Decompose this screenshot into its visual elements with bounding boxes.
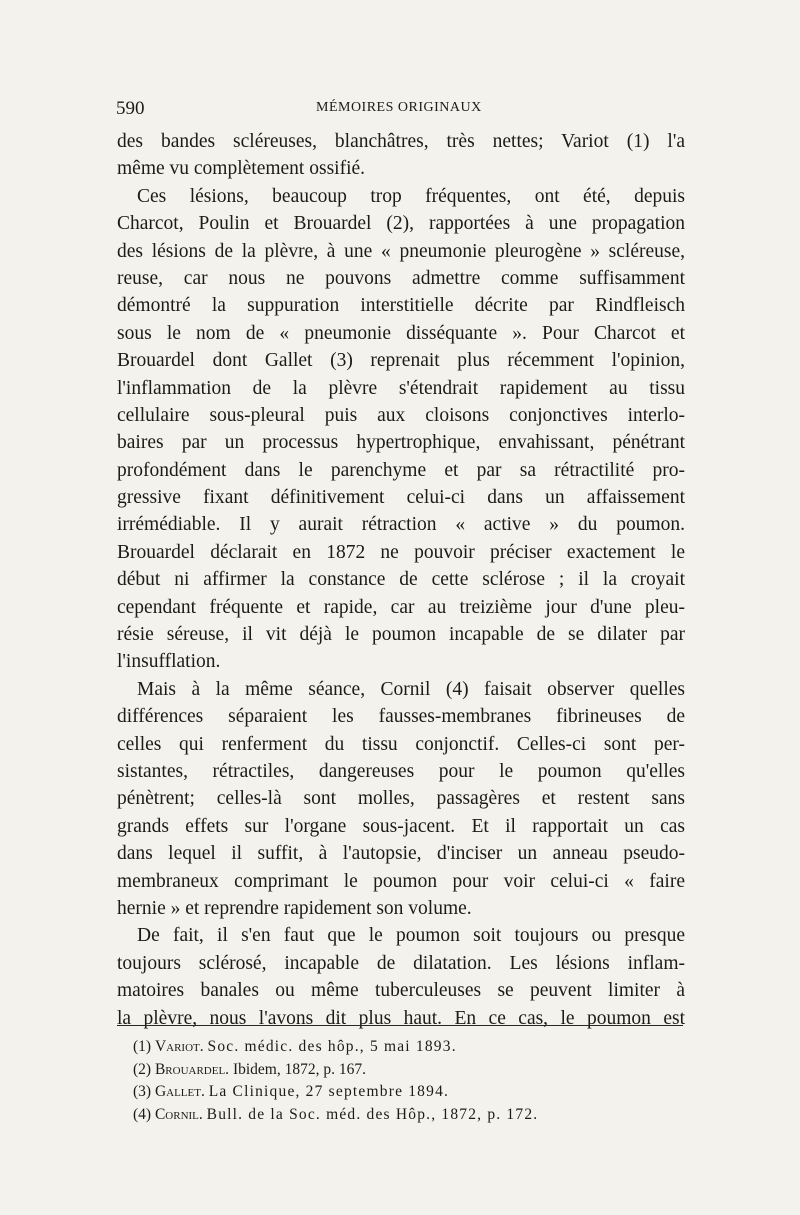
text-line: toujours sclérosé, incapable de dilatation. Les lésions inflam- bbox=[117, 952, 685, 974]
footnote-text: Soc. médic. des hôp., 5 mai 1893. bbox=[207, 1038, 457, 1055]
running-head bbox=[116, 98, 696, 126]
running-title: MÉMOIRES ORIGINAUX bbox=[316, 100, 482, 115]
text-line: sous le nom de « pneumonie disséquante ». Pour Charcot et bbox=[117, 322, 685, 344]
footnote-text: La Clinique, 27 septembre 1894. bbox=[208, 1083, 450, 1100]
text-line: début ni affirmer la constance de cette sclérose ; il la croyait bbox=[117, 569, 685, 591]
text-line: Ces lésions, beaucoup trop fréquentes, ont été, depuis bbox=[137, 185, 685, 207]
text-line: reuse, car nous ne pouvons admettre comme suffisamment bbox=[117, 267, 685, 289]
text-line: dans lequel il suffit, à l'autopsie, d'inciser un anneau pseudo- bbox=[117, 843, 685, 865]
footnotes bbox=[133, 1036, 693, 1126]
text-line: profondément dans le parenchyme et par sa rétractilité pro- bbox=[117, 459, 685, 481]
footnote-author: Cornil. bbox=[154, 1105, 203, 1123]
footnote-number: (3) bbox=[133, 1083, 152, 1100]
footnote-text: Ibidem, 1872, p. 167. bbox=[232, 1060, 366, 1078]
text-line: l'insufflation. bbox=[117, 651, 221, 673]
footnote bbox=[133, 1081, 693, 1104]
text-line: des lésions de la plèvre, à une « pneumonie pleurogène » scléreuse, bbox=[117, 240, 685, 262]
footnote-text: Bull. de la Soc. méd. des Hôp., 1872, p. 172. bbox=[206, 1105, 539, 1123]
text-line: irrémédiable. Il y aurait rétraction « active » du poumon. bbox=[117, 514, 685, 536]
text-line: pénètrent; celles-là sont molles, passagères et restent sans bbox=[117, 788, 685, 810]
text-line: cependant fréquente et rapide, car au treizième jour d'une pleu- bbox=[117, 596, 685, 618]
text-line: De fait, il s'en faut que le poumon soit toujours ou presque bbox=[137, 925, 685, 947]
text-line: Brouardel déclarait en 1872 ne pouvoir préciser exactement le bbox=[117, 541, 685, 563]
text-line: différences séparaient les fausses-membranes fibrineuses de bbox=[117, 706, 685, 728]
footnote-rule bbox=[117, 1025, 683, 1026]
text-line: résie séreuse, il vit déjà le poumon incapable de se dilater par bbox=[117, 624, 685, 646]
footnote-number: (2) bbox=[133, 1060, 152, 1078]
text-line: Charcot, Poulin et Brouardel (2), rapportées à une propagation bbox=[117, 213, 685, 235]
footnote-number: (4) bbox=[133, 1105, 152, 1123]
footnote bbox=[133, 1059, 693, 1082]
text-line: hernie » et reprendre rapidement son volume. bbox=[117, 897, 472, 919]
text-line: Brouardel dont Gallet (3) reprenait plus récemment l'opinion, bbox=[117, 350, 685, 372]
text-line: cellulaire sous-pleural puis aux cloisons conjonctives interlo- bbox=[117, 404, 685, 426]
text-line: celles qui renferment du tissu conjonctif. Celles-ci sont per- bbox=[117, 733, 685, 755]
footnote-number: (1) bbox=[133, 1038, 152, 1055]
text-line: même vu complètement ossifié. bbox=[117, 158, 366, 180]
footnote bbox=[133, 1104, 693, 1127]
footnote-author: Variot. bbox=[154, 1038, 204, 1055]
text-line: la plèvre, nous l'avons dit plus haut. En ce cas, le poumon est bbox=[117, 1007, 685, 1029]
text-line: Mais à la même séance, Cornil (4) faisait observer quelles bbox=[137, 678, 685, 700]
footnote-author: Gallet. bbox=[154, 1083, 205, 1100]
footnote-author: Brouardel. bbox=[154, 1060, 230, 1078]
body-text bbox=[117, 128, 685, 1032]
text-line: des bandes scléreuses, blanchâtres, très nettes; Variot (1) l'a bbox=[117, 131, 685, 152]
text-line: démontré la suppuration interstitielle décrite par Rindfleisch bbox=[117, 295, 685, 317]
text-line: l'inflammation de la plèvre s'étendrait rapidement au tissu bbox=[117, 377, 685, 399]
text-line: membraneux comprimant le poumon pour voir celui-ci « faire bbox=[117, 870, 685, 892]
footnote bbox=[133, 1036, 693, 1059]
text-line: sistantes, rétractiles, dangereuses pour le poumon qu'elles bbox=[117, 760, 685, 782]
page-number: 590 bbox=[116, 98, 145, 119]
text-line: baires par un processus hypertrophique, envahissant, pénétrant bbox=[117, 432, 685, 454]
text-line: grands effets sur l'organe sous-jacent. Et il rapportait un cas bbox=[117, 815, 685, 837]
text-line: gressive fixant définitivement celui-ci dans un affaissement bbox=[117, 487, 685, 509]
text-line: matoires banales ou même tuberculeuses se peuvent limiter à bbox=[117, 980, 685, 1002]
